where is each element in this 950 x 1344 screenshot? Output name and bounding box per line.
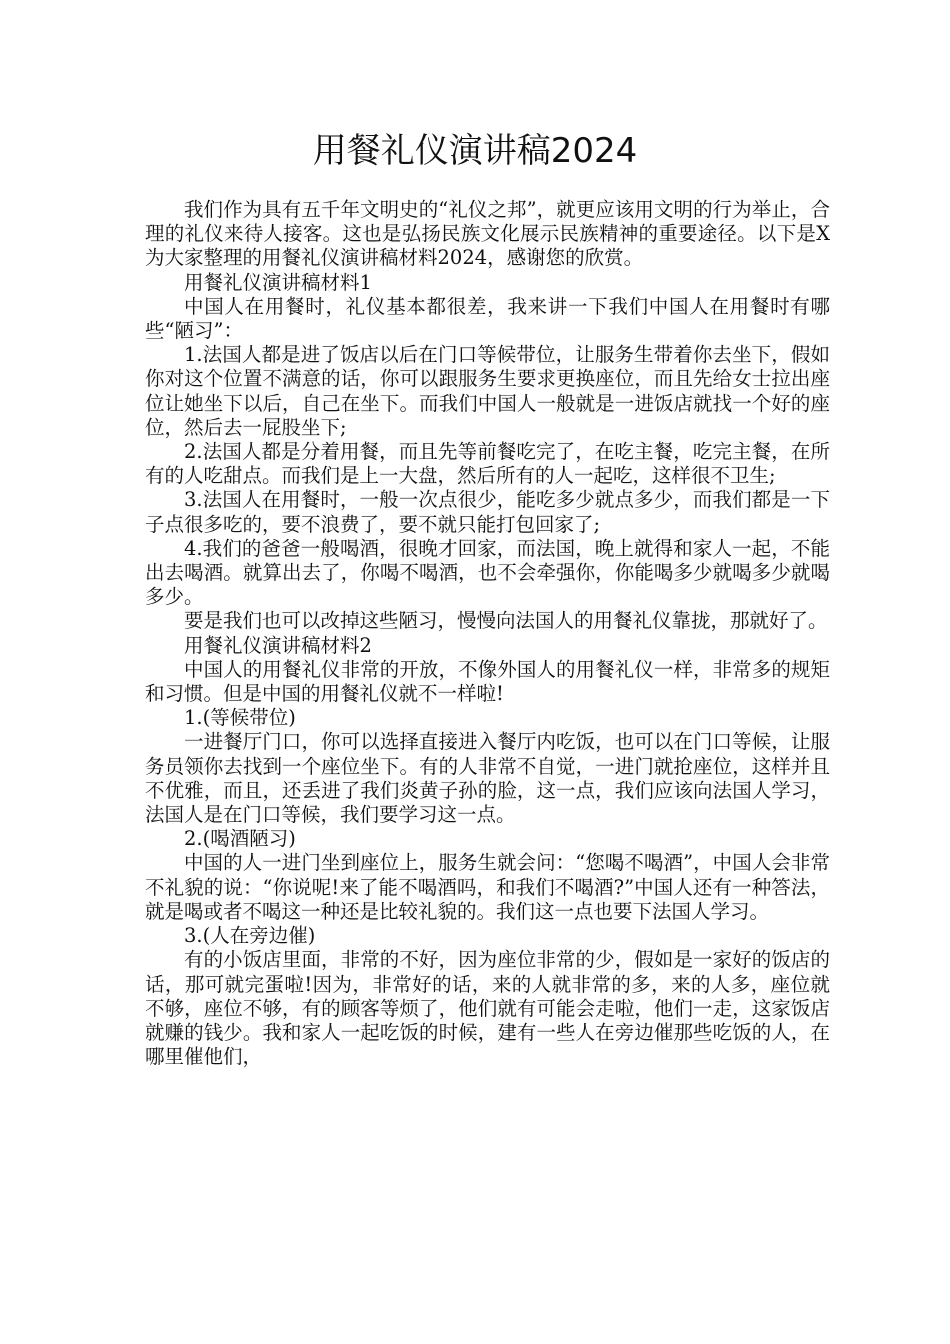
paragraph: 中国人的用餐礼仪非常的开放，不像外国人的用餐礼仪一样，非常多的规矩和习惯。但是中国的用餐礼仪就不一样啦!: [145, 657, 830, 706]
document-body: [145, 198, 830, 1069]
list-item: 2.法国人都是分着用餐，而且先等前餐吃完了，在吃主餐，吃完主餐，在所有的人吃甜点。而我们是上一大盘，然后所有的人一起吃，这样很不卫生;: [145, 440, 830, 488]
paragraph: 中国的人一进门坐到座位上，服务生就会问：“您喝不喝酒”，中国人会非常不礼貌的说：“你说呢!来了能不喝酒吗，和我们不喝酒?”中国人还有一种答法，就是喝或者不喝这一种还是比较礼貌的。我们这一点也要下法国人学习。: [145, 851, 830, 923]
list-item: 4.我们的爸爸一般喝酒，很晚才回家，而法国，晚上就得和家人一起，不能出去喝酒。就算出去了，你喝不喝酒，也不会牵强你，你能喝多少就喝多少就喝多少。: [145, 536, 830, 609]
paragraph: 要是我们也可以改掉这些陋习，慢慢向法国人的用餐礼仪靠拢，那就好了。: [184, 609, 828, 633]
subheading: 2.(喝酒陋习): [184, 827, 296, 851]
list-item: 1.法国人都是进了饭店以后在门口等候带位，让服务生带着你去坐下，假如你对这个位置不满意的话，你可以跟服务生要求更换座位，而且先给女士拉出座位让她坐下以后，自己在坐下。而我们中国人一般就是一进饭店就找一个好的座位，然后去一屁股坐下;: [145, 343, 830, 439]
subheading: 1.(等候带位): [184, 706, 296, 730]
paragraph: 中国人在用餐时，礼仪基本都很差，我来讲一下我们中国人在用餐时有哪些“陋习”：: [145, 294, 830, 343]
document-title: 用餐礼仪演讲稿2024: [312, 131, 638, 171]
paragraph: 一进餐厅门口，你可以选择直接进入餐厅内吃饭，也可以在门口等候，让服务员领你去找到一个座位坐下。有的人非常不自觉，一进门就抢座位，这样并且不优雅，而且，还丢进了我们炎黄子孙的脸，这一点，我们应该向法国人学习，法国人是在门口等候，我们要学习这一点。: [145, 730, 830, 827]
section-heading-1: 用餐礼仪演讲稿材料1: [184, 270, 372, 294]
paragraph-intro: 我们作为具有五千年文明史的“礼仪之邦”，就更应该用文明的行为举止，合理的礼仪来待人接客。这也是弘扬民族文化展示民族精神的重要途径。以下是X为大家整理的用餐礼仪演讲稿材料2024，感谢您的欣赏。: [145, 198, 830, 270]
subheading: 3.(人在旁边催): [184, 924, 316, 948]
list-item: 3.法国人在用餐时，一般一次点很少，能吃多少就点多少，而我们都是一下子点很多吃的，要不浪费了，要不就只能打包回家了;: [145, 488, 830, 536]
section-heading-2: 用餐礼仪演讲稿材料2: [184, 633, 372, 657]
paragraph: 有的小饭店里面，非常的不好，因为座位非常的少，假如是一家好的饭店的话，那可就完蛋啦!因为，非常好的话，来的人就非常的多，来的人多，座位就不够，座位不够，有的顾客等烦了，他们就有可能会走啦，他们一走，这家饭店就赚的钱少。我和家人一起吃饭的时候，建有一些人在旁边催那些吃饭的人，在哪里催他们，: [145, 948, 830, 1069]
